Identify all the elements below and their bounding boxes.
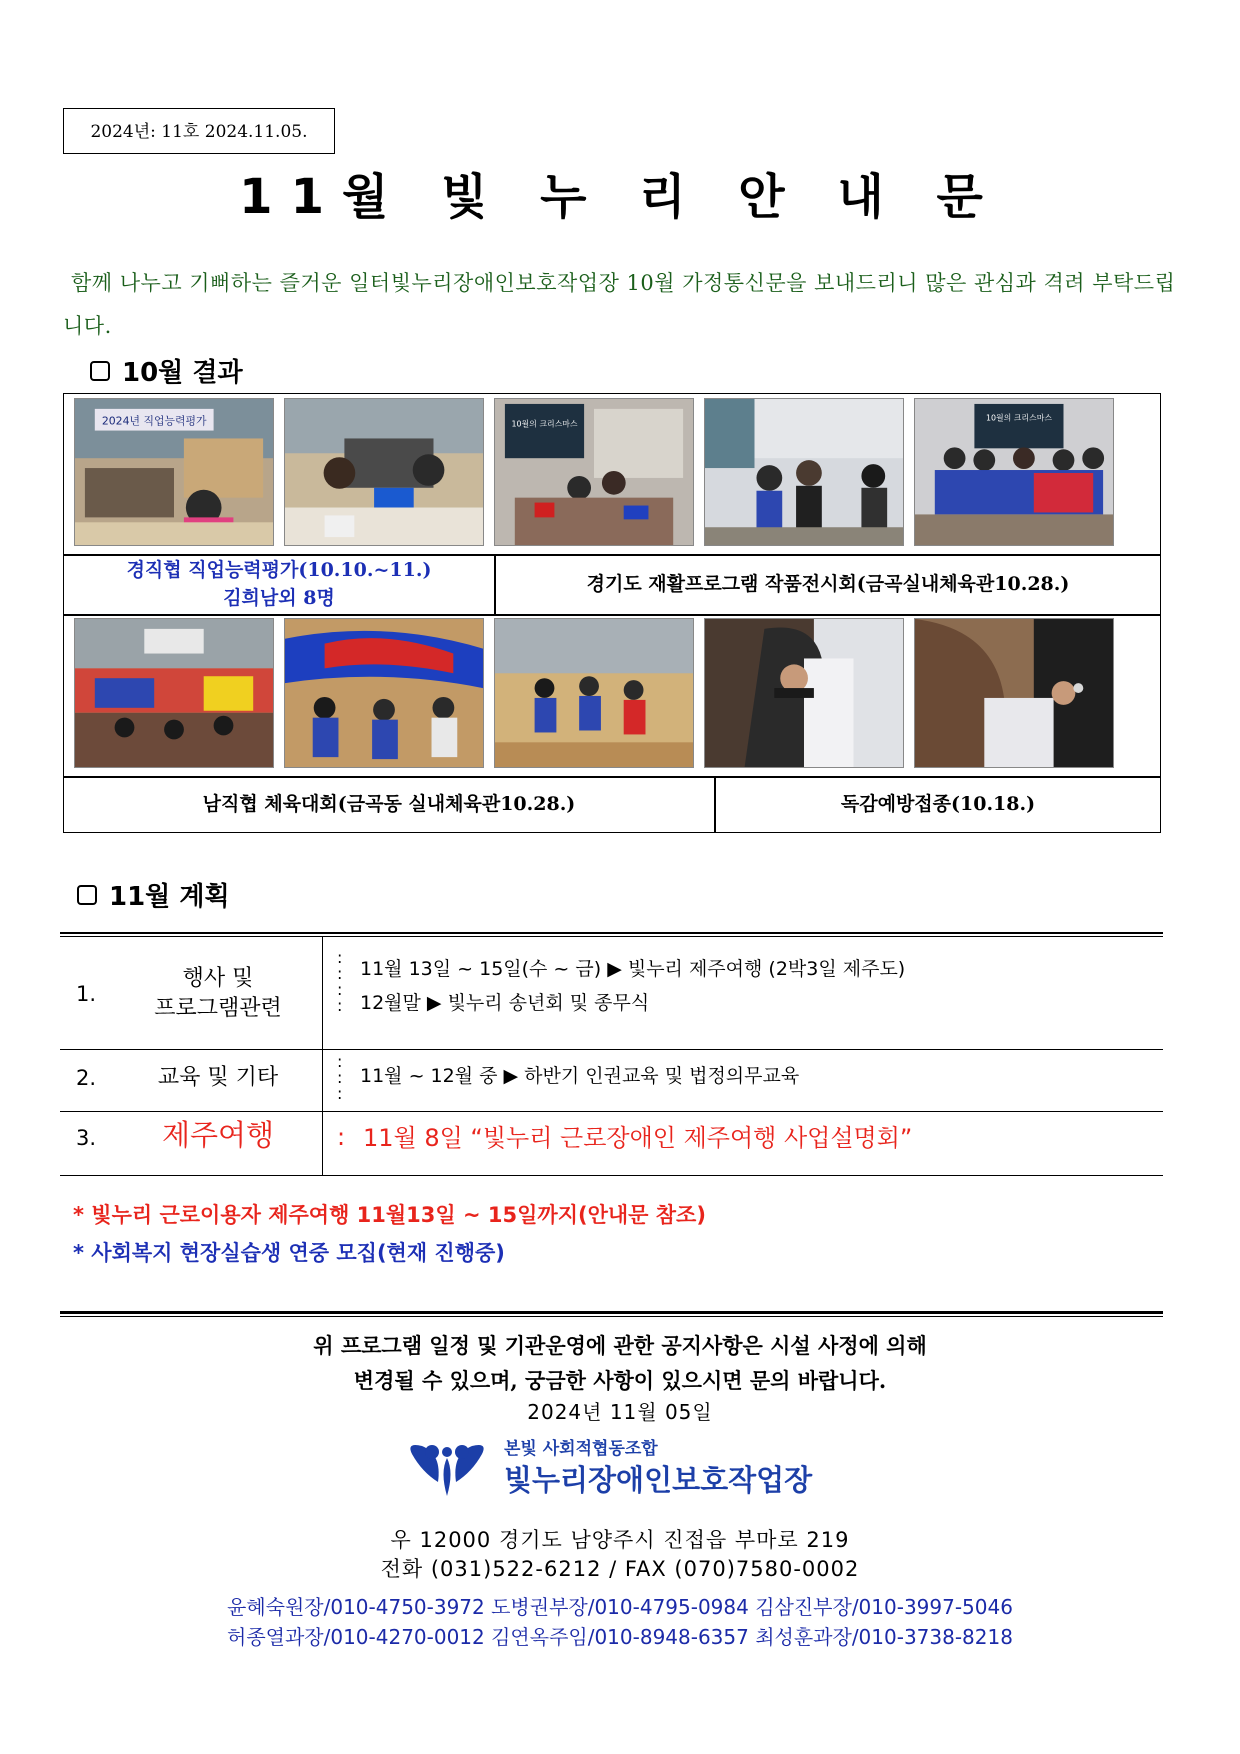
separator-dots: : : : — [337, 1052, 343, 1103]
footer-divider — [60, 1311, 1163, 1314]
caption-assessment-line1: 경직협 직업능력평가(10.10.~11.) — [126, 559, 432, 581]
plan-category-line1: 행사 및 — [182, 966, 254, 991]
plan-row-number: 3. — [76, 1126, 97, 1150]
note-text: 빛누리 근로이용자 제주여행 11월13일 ~ 15일까지(안내문 참조) — [91, 1203, 706, 1227]
footer-address: 우 12000 경기도 남양주시 진접읍 부마로 219 — [390, 1528, 850, 1552]
plan-row-number: 1. — [76, 982, 97, 1006]
plan-section-heading — [77, 876, 230, 913]
plan-row-category: 교육 및 기타 — [157, 1065, 279, 1090]
separator-dots: : : : : — [337, 948, 343, 1015]
checkbox-icon — [77, 885, 97, 905]
separator-colon: : — [337, 1123, 346, 1151]
caption-exhibition: 경기도 재활프로그램 작품전시회(금곡실내체육관10.28.) — [586, 573, 1070, 595]
assessment-office-photo — [74, 398, 274, 546]
note-text: 사회복지 현장실습생 연중 모집(현재 진행중) — [91, 1241, 505, 1265]
sports-gym-photo — [74, 618, 274, 768]
plan-row-items: 11월 ~ 12월 중 ▶ 하반기 인권교육 및 법정의무교육 — [360, 1065, 800, 1087]
caption-assessment-line2: 김희남외 8명 — [223, 587, 335, 609]
plan-row-number: 2. — [76, 1066, 97, 1090]
note-mark: * — [73, 1241, 84, 1265]
plan-row-category-highlight: 제주여행 — [161, 1118, 275, 1152]
footer-notice-line1: 위 프로그램 일정 및 기관운영에 관한 공지사항은 시설 사정에 의해 — [313, 1333, 927, 1358]
note-internship — [73, 1234, 706, 1272]
footer-contacts — [0, 1592, 1240, 1652]
org-logo-icon — [392, 1432, 502, 1506]
exhibition-photo-2 — [704, 398, 904, 546]
org-logo — [392, 1432, 852, 1506]
issue-label: 2024년: 11호 2024.11.05. — [63, 108, 335, 154]
sports-parachute-photo — [284, 618, 484, 768]
caption-vaccination: 독감예방접종(10.18.) — [840, 793, 1036, 815]
photo-banner-text: 2024년 직업능력평가 — [101, 414, 207, 428]
org-subtitle: 본빛 사회적협동조합 — [504, 1439, 658, 1459]
footer-phone: 전화 (031)522-6212 / FAX (070)7580-0002 — [380, 1557, 860, 1581]
results-section-title: 10월 결과 — [122, 358, 243, 388]
caption-sports: 남직협 체육대회(금곡동 실내체육관10.28.) — [202, 793, 576, 815]
footer-date: 2024년 11월 05일 — [527, 1400, 713, 1424]
exhibition-photo-1 — [494, 398, 694, 546]
plan-table — [60, 932, 1163, 1176]
plan-item: 11월 13일 ~ 15일(수 ~ 금) ▶ 빛누리 제주여행 (2박3일 제주도) — [360, 958, 906, 980]
results-photo-grid — [63, 393, 1161, 833]
plan-row-items-highlight: 11월 8일 “빛누리 근로장애인 제주여행 사업설명회” — [363, 1124, 913, 1152]
assessment-desk-photo — [284, 398, 484, 546]
page-title: 11월 빛 누 리 안 내 문 — [239, 169, 1001, 225]
vaccination-photo-1 — [704, 618, 904, 768]
contacts-line2: 허종열과장/010-4270-0012 김연옥주임/010-8948-6357 최성훈과장/010-3738-8218 — [227, 1625, 1013, 1649]
results-section-heading — [90, 352, 243, 389]
plan-item: 12월말 ▶ 빛누리 송년회 및 종무식 — [360, 992, 650, 1014]
checkbox-icon — [90, 361, 110, 381]
notes — [73, 1196, 706, 1272]
org-name: 빛누리장애인보호작업장 — [504, 1463, 813, 1497]
plan-section-title: 11월 계획 — [109, 882, 230, 912]
footer-notice-line2: 변경될 수 있으며, 궁금한 사항이 있으시면 문의 바랍니다. — [353, 1368, 887, 1393]
sports-game-photo — [494, 618, 694, 768]
plan-category-line2: 프로그램관련 — [154, 996, 282, 1021]
intro-text: 함께 나누고 기뻐하는 즐거운 일터빛누리장애인보호작업장 10월 가정통신문을 보내드리니 많은 관심과 격려 부탁드립니다. — [63, 271, 1176, 338]
photo-banner-text: 10월의 크리스마스 — [985, 413, 1052, 423]
note-mark: * — [73, 1203, 84, 1227]
footer-divider — [60, 1316, 1163, 1317]
vaccination-photo-2 — [914, 618, 1114, 768]
plan-row-category — [128, 964, 308, 1024]
exhibition-group-photo — [914, 398, 1114, 546]
plan-row-items — [360, 952, 905, 1020]
caption-assessment — [64, 554, 494, 614]
contacts-line1: 윤혜숙원장/010-4750-3972 도병권부장/010-4795-0984 김삼진부장/010-3997-5046 — [227, 1595, 1013, 1619]
note-jeju — [73, 1196, 706, 1234]
photo-banner-text: 10월의 크리스마스 — [511, 419, 578, 429]
